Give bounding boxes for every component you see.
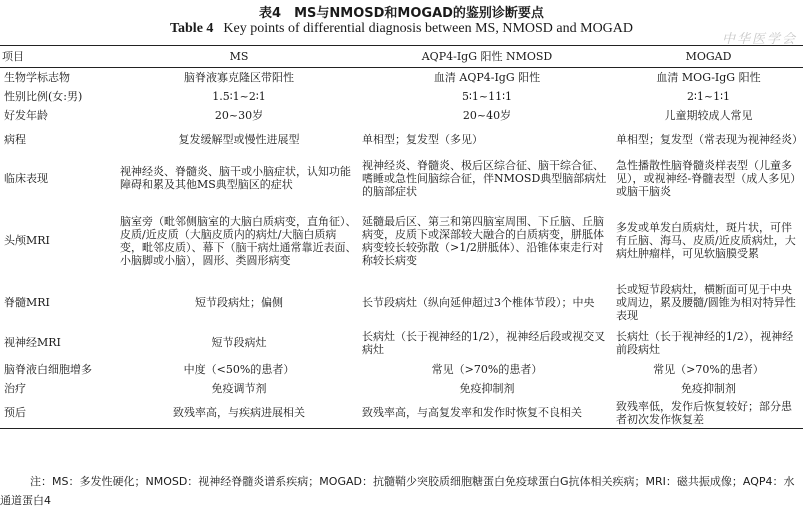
cell-ms: 短节段病灶；偏侧 (195, 296, 283, 309)
row-item-label: 临床表现 (4, 171, 48, 185)
row-item-label: 头颅MRI (4, 234, 50, 247)
row-item-label: 治疗 (4, 381, 26, 395)
cell-nmosd: 5∶1~11∶1 (462, 89, 512, 103)
cell-ms: 短节段病灶 (211, 336, 267, 349)
cell-nmosd: 视神经炎、脊髓炎、极后区综合征、脑干综合征、嗜睡或急性间脑综合征，伴NMOSD典型脑部病灶的脑部症状 (362, 158, 607, 198)
cell-ms: 复发缓解型或慢性进展型 (178, 133, 300, 146)
cell-nmosd: 血清 AQP4-IgG 阳性 (433, 70, 541, 84)
header-ms: MS (229, 50, 249, 63)
differential-diagnosis-table (0, 45, 803, 429)
cell-mogad: 急性播散性脑脊髓炎样表型（儿童多见），或视神经-脊髓表型（成人多见）或脑干脑炎 (616, 158, 796, 198)
row-item-label: 生物学标志物 (4, 70, 70, 84)
table-row (0, 326, 803, 360)
header-item: 项目 (2, 50, 24, 63)
header-nmosd: AQP4-IgG 阳性 NMOSD (421, 50, 553, 63)
cell-ms: 20~30岁 (214, 108, 264, 122)
cell-ms: 中度（<50%的患者） (183, 362, 295, 376)
cell-mogad: 多发或单发白质病灶，斑片状，可伴有丘脑、海马、皮质/近皮质病灶，大病灶肿瘤样，可见软脑膜受累 (616, 221, 796, 260)
cell-nmosd: 20~40岁 (462, 108, 512, 122)
cell-nmosd: 致残率高，与高复发率和发作时恢复不良相关 (362, 406, 582, 420)
cell-nmosd: 常见（>70%的患者） (431, 362, 543, 376)
table-row (0, 125, 803, 155)
table-row (0, 87, 803, 106)
cell-ms: 视神经炎、脊髓炎、脑干或小脑症状，认知功能障碍和累及其他MS典型脑区的症状 (120, 165, 351, 191)
cell-nmosd: 延髓最后区、第三和第四脑室周围、下丘脑、丘脑病变，皮质下或深部较大融合的白质病变，胼胝体病变较长较弥散（>1/2胼胝体）、沿锥体束走行对称较长病变 (362, 214, 604, 267)
table-row (0, 202, 803, 280)
table-title-chinese: 表4 MS与NMOSD和MOGAD的鉴别诊断要点 (259, 6, 544, 21)
watermark-logo: 中华医学会 (721, 32, 797, 47)
table-title-english (0, 21, 803, 37)
cell-mogad: 长或短节段病灶，横断面可见于中央或周边，累及腰髓/圆锥为相对特异性表现 (616, 283, 796, 322)
cell-mogad: 2∶1~1∶1 (687, 89, 730, 103)
table-row (0, 68, 803, 87)
table-caption: Key points of differential diagnosis between MS, NMOSD and MOGAD (223, 21, 634, 36)
table-row (0, 106, 803, 125)
cell-mogad: 免疫抑制剂 (681, 381, 736, 395)
row-item-label: 性别比例(女:男) (4, 89, 83, 103)
table-row (0, 155, 803, 202)
row-item-label: 脊髓MRI (4, 296, 50, 309)
row-item-label: 预后 (4, 406, 26, 420)
cell-ms: 免疫调节剂 (211, 381, 267, 395)
cell-mogad: 常见（>70%的患者） (653, 362, 764, 376)
row-item-label: 病程 (4, 133, 26, 146)
table-footnote: 注：MS：多发性硬化；NMOSD：视神经脊髓炎谱系疾病；MOGAD：抗髓鞘少突胶质细胞糖蛋白免疫球蛋白G抗体相关疾病；MRI：磁共振成像；AQP4：水通道蛋白4 (0, 475, 795, 507)
cell-mogad: 单相型；复发型（常表现为视神经炎） (616, 133, 803, 146)
table-header-row (0, 46, 803, 68)
cell-ms: 脑脊液寡克隆区带阳性 (184, 70, 294, 84)
cell-mogad: 儿童期较成人常见 (664, 108, 753, 122)
cell-ms: 脑室旁（毗邻侧脑室的大脑白质病变，直角征）、皮质/近皮质（大脑皮质内的病灶/大脑白质病变，毗邻皮质）、幕下（脑干病灶通常靠近表面、小脑脚或小脑），圆形、类圆形病变 (120, 214, 357, 267)
cell-mogad: 致残率低，发作后恢复较好；部分患者初次发作恢复差 (616, 399, 792, 426)
row-item-label: 脑脊液白细胞增多 (4, 362, 92, 376)
cell-mogad: 长病灶（长于视神经的1/2），视神经前段病灶 (616, 329, 794, 356)
cell-nmosd: 长病灶（长于视神经的1/2），视神经后段或视交叉病灶 (362, 329, 606, 356)
table-row (0, 398, 803, 429)
row-item-label: 好发年龄 (4, 108, 48, 122)
row-item-label: 视神经MRI (4, 336, 61, 349)
header-mogad: MOGAD (685, 50, 732, 63)
cell-ms: 1.5∶1~2∶1 (212, 89, 266, 103)
table-label: Table 4 (169, 21, 214, 36)
table-row (0, 379, 803, 398)
table-row (0, 280, 803, 326)
cell-mogad: 血清 MOG-IgG 阳性 (656, 70, 761, 84)
cell-nmosd: 单相型；复发型（多见） (362, 133, 483, 146)
cell-ms: 致残率高，与疾病进展相关 (173, 406, 305, 420)
cell-nmosd: 长节段病灶（纵向延伸超过3个椎体节段）；中央 (362, 296, 595, 309)
table-row (0, 360, 803, 379)
cell-nmosd: 免疫抑制剂 (459, 381, 515, 395)
